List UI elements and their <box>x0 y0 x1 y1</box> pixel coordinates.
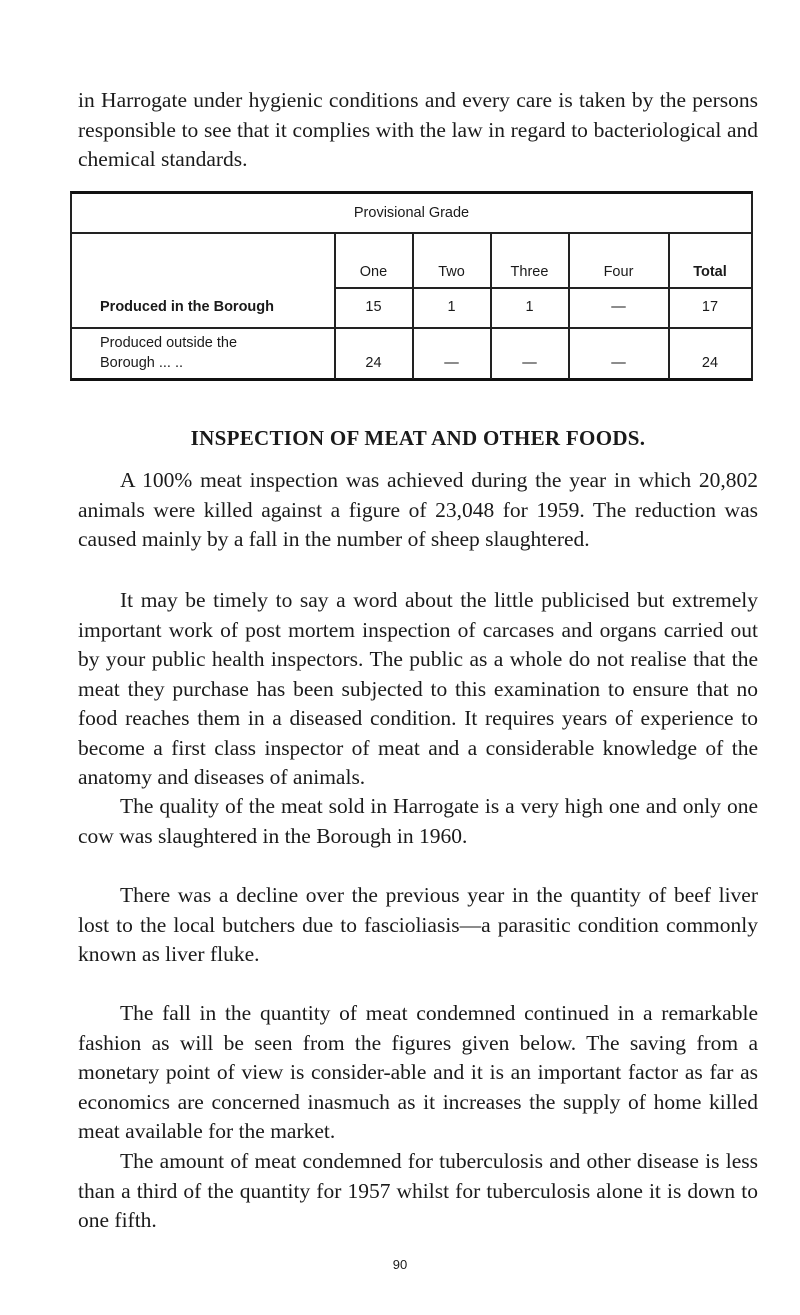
table-cell: — <box>444 355 459 371</box>
row-label-line: Borough ... .. <box>100 355 184 371</box>
column-header-four: Four <box>603 264 634 280</box>
paragraph-tuberculosis: The amount of meat condemned for tuberculosis and other disease is less than a third of the quantity for 1957 whilst for tuberculosis alone it is down to one fifth. <box>78 1149 758 1232</box>
table-cell: — <box>522 355 537 371</box>
row-label-outside <box>100 333 330 373</box>
table-cell: 24 <box>701 355 719 371</box>
paragraph-meat-quality: The quality of the meat sold in Harrogate is a very high one and only one cow was slaughtered in the Borough in 1960. <box>78 794 758 848</box>
paragraph-condemned-fall: The fall in the quantity of meat condemned continued in a remarkable fashion as will be seen from the figures given below. The saving from a monetary point of view is consider-able and it is an important factor as far as economics are concerned inasmuch as it increases the supply of home killed meat available for the market. <box>78 1001 758 1143</box>
table-cell: 1 <box>525 299 534 315</box>
paragraph-inspection-total: A 100% meat inspection was achieved during the year in which 20,802 animals were killed against a figure of 23,048 for 1959. The reduction was caused mainly by a fall in the number of sheep slaughtered. <box>78 468 758 551</box>
column-header-three: Three <box>510 264 549 280</box>
column-header-two: Two <box>438 264 465 280</box>
intro-paragraph: in Harrogate under hygienic conditions and every care is taken by the persons responsible to see that it complies with the law in regard to bacteriological and chemical standards. <box>78 88 758 171</box>
row-label-borough: Produced in the Borough <box>100 299 274 315</box>
paragraph-post-mortem: It may be timely to say a word about the little publicised but extremely important work of post mortem inspection of carcases and organs carried out by your public health inspectors. The public as a whole do not realise that the meat they purchase has been subjected to this examination to ensure that no food reaches them in a diseased condition. It requires years of experience to become a first class inspector of meat and a considerable knowledge of the anatomy and diseases of animals. <box>78 588 758 789</box>
column-header-one: One <box>359 264 388 280</box>
table-cell: 17 <box>701 299 719 315</box>
column-header-total: Total <box>693 264 727 280</box>
section-heading: INSPECTION OF MEAT AND OTHER FOODS. <box>190 426 646 450</box>
table-cell: — <box>611 355 626 371</box>
page-number: 90 <box>392 1257 408 1272</box>
row-label-line: Produced outside the <box>100 335 238 351</box>
table-caption: Provisional Grade <box>353 205 470 221</box>
row-divider <box>72 327 751 329</box>
paragraph-liver-fluke: There was a decline over the previous year in the quantity of beef liver lost to the local butchers due to fascioliasis—a parasitic condition commonly known as liver fluke. <box>78 883 758 966</box>
table-cell: — <box>611 299 626 315</box>
table-cell: 1 <box>447 299 456 315</box>
table-cell: 15 <box>365 299 382 315</box>
table-cell: 24 <box>365 355 382 371</box>
